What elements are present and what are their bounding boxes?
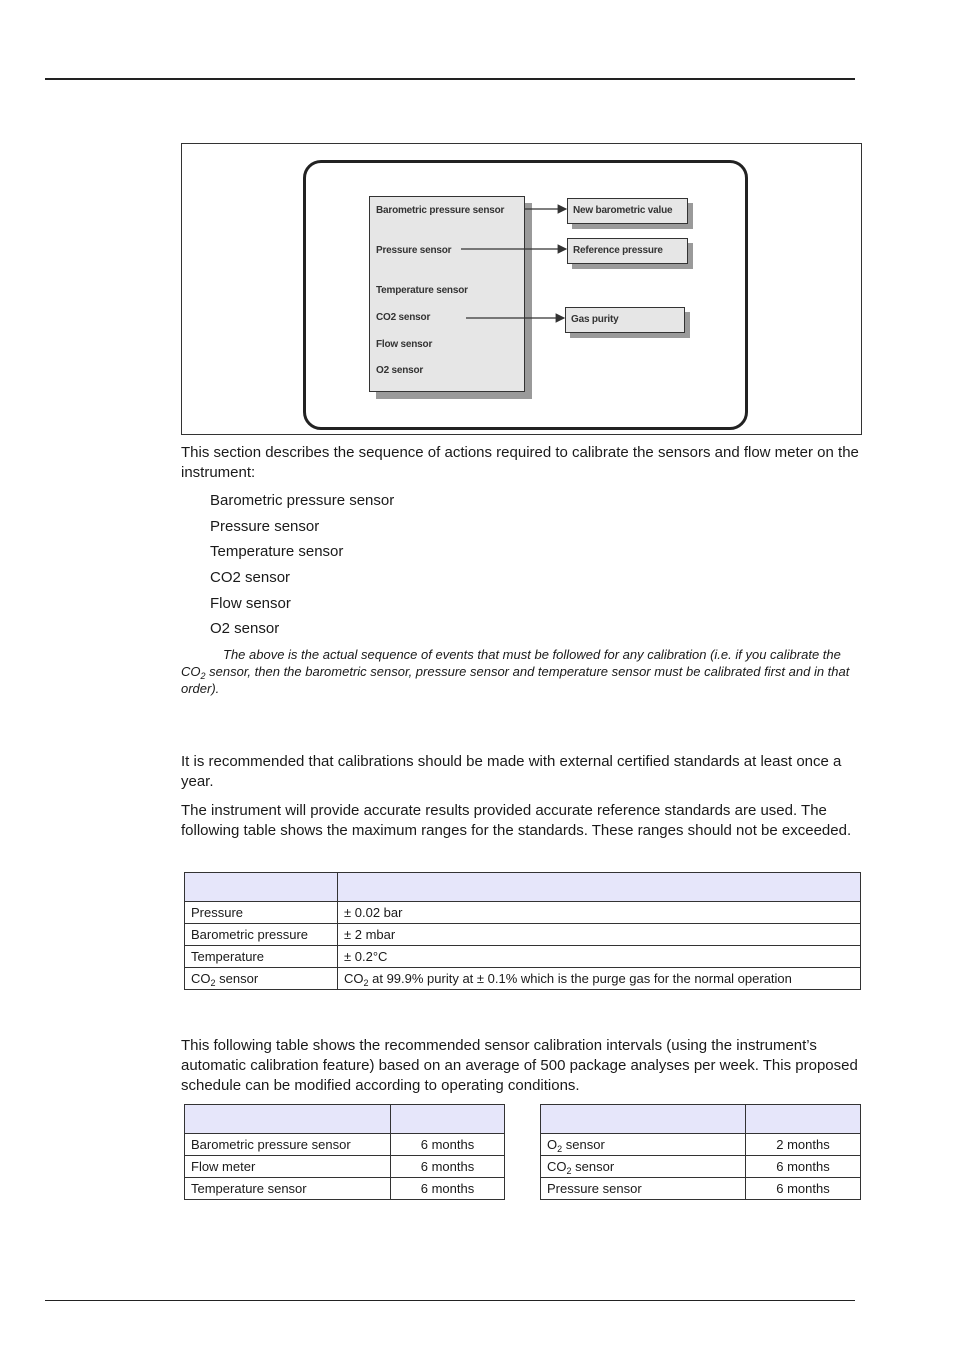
table-row bbox=[541, 1178, 861, 1200]
table-cell: ± 0.02 bar bbox=[338, 902, 861, 924]
list-item: Temperature sensor bbox=[210, 543, 344, 560]
sensor-label: CO2 sensor bbox=[376, 312, 431, 323]
table-cell: Barometric pressure bbox=[185, 924, 338, 946]
sensor-label: Temperature sensor bbox=[376, 285, 468, 296]
table-cell: $O_2$ sensor bbox=[541, 1134, 746, 1156]
output-box-gas-purity: Gas purity bbox=[565, 307, 685, 333]
sensor-label: Pressure sensor bbox=[376, 245, 452, 256]
list-item: Flow sensor bbox=[210, 595, 291, 612]
list-item: O2 sensor bbox=[210, 620, 280, 637]
table-cell: $CO_2$ at 99.9% purity at ± 0.1% which is the purge gas for the normal operation bbox=[338, 968, 861, 990]
recommend-paragraph: It is recommended that calibrations should be made with external certified standards at least once a year. bbox=[181, 753, 842, 790]
intervals-table-right bbox=[540, 1104, 861, 1200]
intervals-paragraph: This following table shows the recommended sensor calibration intervals (using the instrument’s automatic calibration feature) based on an average of 500 package analyses per week. This proposed schedule can be modified according to operating conditions. bbox=[181, 1037, 858, 1094]
table-cell: Temperature sensor bbox=[185, 1178, 391, 1200]
standards-table bbox=[184, 872, 861, 990]
intervals-table-left bbox=[184, 1104, 505, 1200]
header-rule bbox=[45, 78, 855, 80]
list-item: CO2 sensor bbox=[210, 569, 291, 586]
list-item: Pressure sensor bbox=[210, 518, 320, 535]
table-cell: Pressure sensor bbox=[541, 1178, 746, 1200]
calibration-diagram bbox=[181, 143, 862, 435]
footer-rule bbox=[45, 1300, 855, 1301]
table-cell: 6 months bbox=[391, 1178, 505, 1200]
table-cell: 2 months bbox=[746, 1134, 861, 1156]
table-cell: ± 0.2°C bbox=[338, 946, 861, 968]
table-row bbox=[185, 1156, 505, 1178]
table-cell: ± 2 mbar bbox=[338, 924, 861, 946]
table-cell: 6 months bbox=[391, 1134, 505, 1156]
standards-paragraph: The instrument will provide accurate results provided accurate reference standards are used. The following table shows the maximum ranges for the standards. These ranges should not be exceeded. bbox=[181, 802, 852, 839]
table-cell: 6 months bbox=[746, 1178, 861, 1200]
table-cell: Barometric pressure sensor bbox=[185, 1134, 391, 1156]
table-cell: Temperature bbox=[185, 946, 338, 968]
table-row bbox=[541, 1156, 861, 1178]
table-row bbox=[185, 946, 861, 968]
intro-paragraph: This section describes the sequence of actions required to calibrate the sensors and flow meter on the instrument: bbox=[181, 444, 859, 481]
table-row bbox=[185, 1134, 505, 1156]
table-cell: Pressure bbox=[185, 902, 338, 924]
arrows bbox=[306, 163, 751, 433]
table-cell: 6 months bbox=[746, 1156, 861, 1178]
sequence-note: The above is the actual sequence of events that must be followed for any calibration (i.e. if you calibrate the $CO_2$ sensor, then the barometric sensor, pressure sensor and temperature sensor must be calibrated first and in that order). bbox=[181, 647, 850, 696]
table-cell: 6 months bbox=[391, 1156, 505, 1178]
sensor-label: O2 sensor bbox=[376, 365, 424, 376]
output-box-barometric: New barometric value bbox=[567, 198, 688, 224]
sensor-label: Barometric pressure sensor bbox=[376, 205, 505, 216]
table-cell: $CO_2$ sensor bbox=[185, 968, 338, 990]
table-row bbox=[185, 902, 861, 924]
table-row bbox=[185, 924, 861, 946]
table-cell: $CO_2$ sensor bbox=[541, 1156, 746, 1178]
table-row bbox=[185, 968, 861, 990]
table-row bbox=[185, 1178, 505, 1200]
table-cell: Flow meter bbox=[185, 1156, 391, 1178]
sensor-label: Flow sensor bbox=[376, 339, 433, 350]
diagram-panel bbox=[303, 160, 748, 430]
list-item: Barometric pressure sensor bbox=[210, 492, 395, 509]
output-box-reference: Reference pressure bbox=[567, 238, 688, 264]
table-row bbox=[541, 1134, 861, 1156]
